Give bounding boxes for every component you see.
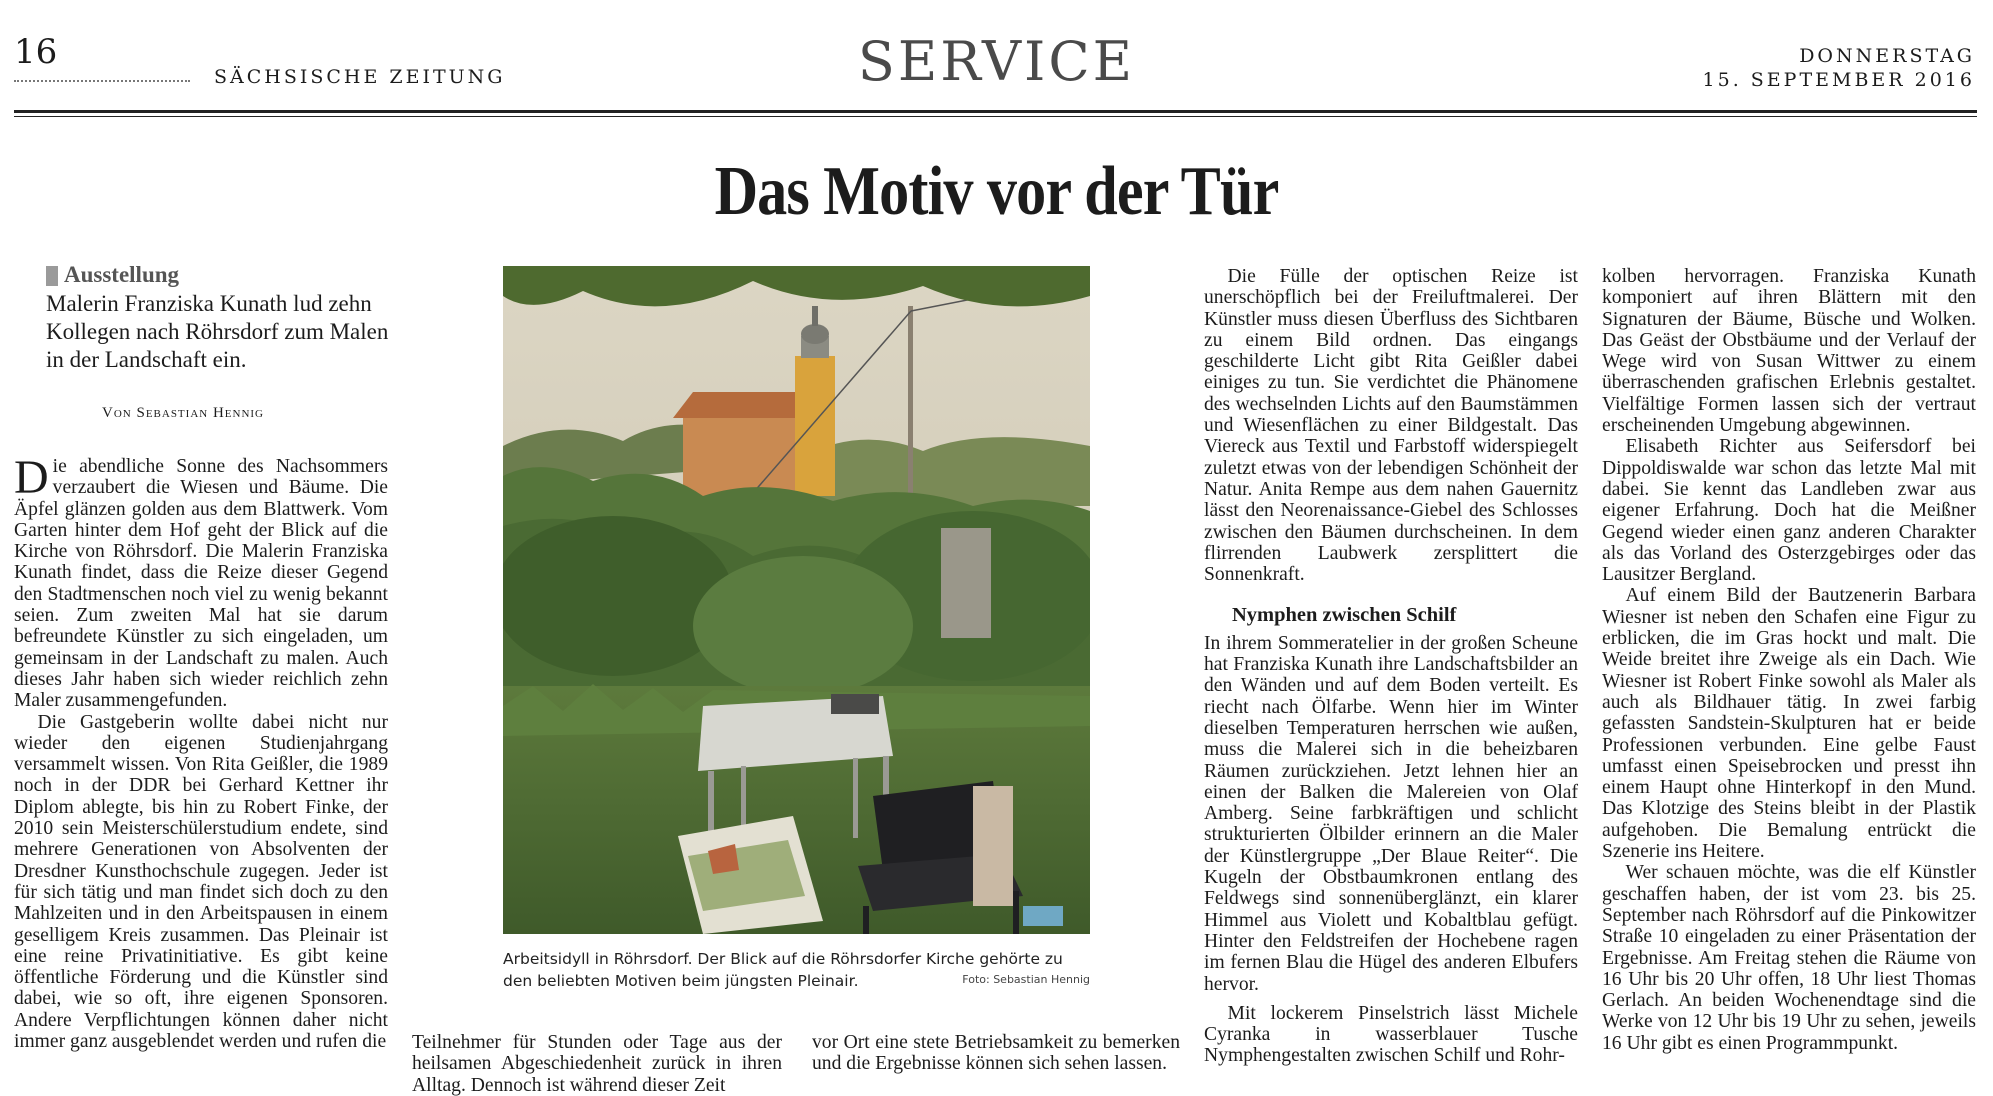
article-kicker: Ausstellung: [64, 262, 180, 287]
article-headline: Das Motiv vor der Tür: [714, 153, 1279, 230]
photo-credit: Foto: Sebastian Hennig: [962, 973, 1090, 986]
header-rule-thick: [14, 110, 1977, 113]
weekday: DONNERSTAG: [1799, 45, 1975, 67]
garden-church-photo: [503, 266, 1090, 934]
paragraph: Die abendliche Sonne des Nachsommers verzaubert die Wiesen und Bäume. Die Äpfel glänzen golden aus dem Blattwerk. Vom Garten hinter dem Hof geht der Blick auf die Kirche von Röhrsdorf. Die Malerin Franziska Kunath findet, dass die Reize dieser Gegend den Stadtmenschen noch viel zu wenig bekannt seien. Zum zweiten Mal hat sie darum befreundete Künstler zu sich eingeladen, um gemeinsam in der Landschaft zu malen. Auch dieses Jahr haben sich wieder reichlich zehn Maler zusammengefunden.: [14, 451, 388, 712]
article-subhead: Nymphen zwischen Schilf: [1232, 604, 1457, 627]
drop-cap: D: [14, 451, 49, 504]
section-title: SERVICE: [857, 30, 1136, 93]
paragraph: Die Gastgeberin wollte dabei nicht nur wieder den eigenen Studienjahrgang versammelt wissen. Von Rita Geißler, die 1989 noch in der DDR bei Gerhard Kettner ihr Diplom ablegte, bis hin zu Robert Finke, der 2010 sein Meisterschülerstudium endete, sind mehrere Generationen von Absolventen der Dresdner Kunsthochschule zugegen. Jeder ist für sich tätig und man findet sich doch zu den Mahlzeiten und in den Arbeitspausen in einem geselligem Kreis zusammen. Das Pleinair ist eine reine Privatinitiative. Es gibt keine öffentliche Förderung und die Künstler sind dabei, wie so oft, ihre eigenen Sponsoren. Andere Verpflichtungen können daher nicht immer ganz ausgeblendet werden und rufen die: [14, 711, 388, 1053]
paragraph: Auf einem Bild der Bautzenerin Barbara Wiesner ist neben den Schafen eine Figur zu erblicken, die im Gras hockt und malt. Die Weide breitet ihre Zweige als ein Dach. Wie Wiesner ist Robert Finke sowohl als Maler als auch als Bildhauer tätig. In zwei farbig gefassten Sandstein-Skulpturen hat er beide Professionen verbunden. Eine gelbe Faust umfasst einen Speisebrocken und presst ihn einem Haupt ohne Hinterkopf in den Mund. Das Klotzige des Steins bleibt in der Plastik aufgehoben. Die Bemalung entrückt die Szenerie ins Heitere.: [1602, 585, 1976, 863]
newspaper-name: SÄCHSISCHE ZEITUNG: [214, 66, 506, 88]
paragraph: kolben hervorragen. Franziska Kunath komponiert auf ihren Blättern mit den Signaturen der Bäume, Büsche und Wolken. Das Geäst der Obstbäume und der Verlauf der Wege wird von Susan Wittwer zu einem überraschenden grafischen Erlebnis gestaltet. Vielfältige Formen lassen sich der vertraut erscheinenden Umgebung abgewinnen.: [1602, 266, 1976, 437]
paragraph: vor Ort eine stete Betriebsamkeit zu bemerken und die Ergebnisse können sich sehen lassen.: [812, 1032, 1180, 1075]
article-column-right-2: [1602, 266, 1976, 1054]
article-byline: Von Sebastian Hennig: [102, 405, 264, 421]
paragraph: Die Fülle der optischen Reize ist unerschöpflich bei der Freiluftmalerei. Der Künstler muss diesen Überfluss des Sichtbaren zu einem Bild ordnen. Das eingangs geschilderte Licht gibt Rita Geißler dabei einiges zu tun. Sie verdichtet die Phänomene des wechselnden Lichts auf den Baumstämmen und Wiesenflächen zu einer Bildgestalt. Das Viereck aus Textil und Farbstoff widerspiegelt zuletzt etwas von der lebendigen Schönheit der Natur. Anita Rempe aus dem nahen Gauernitz lässt den Neorenaissance-Giebel des Schlosses zwischen den Bäumen durchscheinen. In dem flirrenden Laubwerk zersplittert die Sonnenkraft.: [1204, 266, 1578, 586]
date: 15. SEPTEMBER 2016: [1702, 69, 1975, 91]
article-column-right-1: [1204, 266, 1578, 1067]
page-number: 16: [14, 32, 58, 72]
article-deck: Malerin Franziska Kunath lud zehn Kollegen nach Röhrsdorf zum Malen in der Landschaft ein.: [46, 291, 389, 372]
paragraph: Mit lockerem Pinselstrich lässt Michele Cyranka in wasserblauer Tusche Nymphengestalten zwischen Schilf und Rohr-: [1204, 1002, 1578, 1067]
article-column-bottom-1: [412, 1032, 782, 1096]
paragraph: Wer schauen möchte, was die elf Künstler geschaffen haben, der ist vom 23. bis 25. September nach Röhrsdorf auf die Pinkowitzer Straße 10 eingeladen zu einer Präsentation der Ergebnisse. Am Freitag stehen die Räume von 16 Uhr bis 20 Uhr offen, 18 Uhr liest Thomas Gerlach. An beiden Wochenendtage sind die Werke von 12 Uhr bis 19 Uhr zu sehen, jeweils 16 Uhr gibt es einen Programmpunkt.: [1602, 862, 1976, 1054]
paragraph: In ihrem Sommeratelier in der großen Scheune hat Franziska Kunath ihre Landschaftsbilder an den Wänden und auf dem Boden verteilt. Es riecht nach Ölfarbe. Wenn hier im Winter dieselben Temperaturen herrschen wie außen, muss die Malerei sich in die beheizbaren Räumen zurückziehen. Jetzt lehnen hier an einen der Balken die Malereien von Olaf Amberg. Seine farbkräftigen und schlicht strukturierten Ölbilder erinnern an die Maler der Künstlergruppe „Der Blaue Reiter“. Die Kugeln der Obstbaumkronen entlang des Feldwegs sind sonnenüberglänzt, ein klarer Himmel aus Violett und Kobaltblau gefügt. Hinter den Feldstreifen der Hochebene ragen im fernen Blau die Hügel des anderen Elbufers hervor.: [1204, 632, 1578, 995]
caption-text: Arbeitsidyll in Röhrsdorf. Der Blick auf die Röhrsdorfer Kirche gehörte zu den beliebten Motiven beim jüngsten Pleinair.: [503, 950, 1063, 990]
article-column-left: [14, 451, 388, 1053]
paragraph: Elisabeth Richter aus Seifersdorf bei Dippoldiswalde war schon das letzte Mal mit dabei. Sie kennt das Landleben zwar aus eigener Erfahrung. Doch hat die Meißner Gegend wieder einen ganz anderen Charakter als das Vorland des Osterzgebirges oder das Lausitzer Bergland.: [1602, 436, 1976, 586]
header-rule-thin: [14, 116, 1977, 117]
photo-caption: [503, 948, 1090, 992]
kicker-marker: [46, 266, 58, 286]
date-block: [1703, 44, 1975, 92]
article-photo: [503, 266, 1090, 934]
article-column-bottom-2: [812, 1032, 1180, 1075]
paragraph: Teilnehmer für Stunden oder Tage aus der heilsamen Abgeschiedenheit zurück in ihren Alltag. Dennoch ist während dieser Zeit: [412, 1032, 782, 1096]
